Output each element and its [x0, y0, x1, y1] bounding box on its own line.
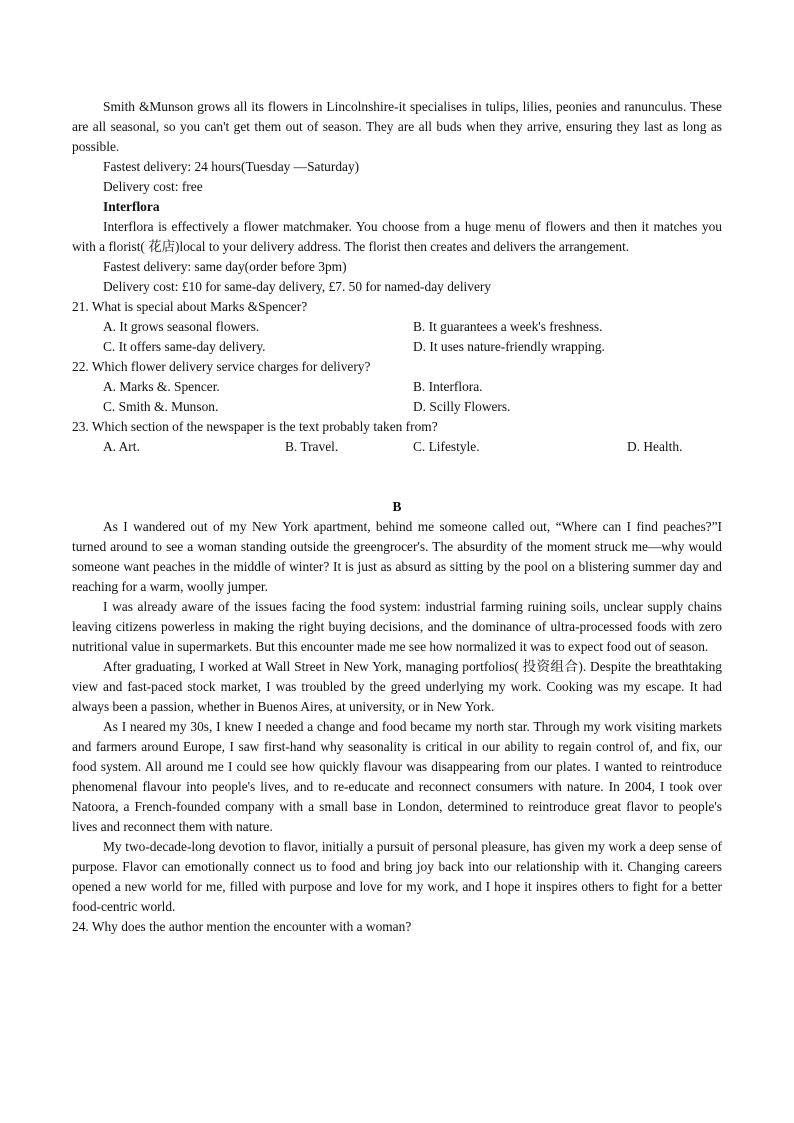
- question-21-options-row2: [72, 337, 722, 357]
- interflora-heading: Interflora: [103, 199, 160, 214]
- option-23-c: C. Lifestyle.: [413, 439, 480, 454]
- question-24: 24. Why does the author mention the encounter with a woman?: [72, 919, 412, 934]
- paragraph-smith-munson: Smith &Munson grows all its flowers in Lincolnshire-it specialises in tulips, lilies, peonies and ranunculus. These are all seasonal, so you can't get them out of season. They are all buds when they arrive, ensuring they last as long as possible.: [72, 99, 722, 154]
- smith-delivery-cost: Delivery cost: free: [103, 179, 203, 194]
- option-22-a: A. Marks &. Spencer.: [103, 379, 220, 394]
- option-21-c: C. It offers same-day delivery.: [103, 339, 266, 354]
- question-22-options-row2: [72, 397, 722, 417]
- option-21-a: A. It grows seasonal flowers.: [103, 319, 260, 334]
- question-22-options-row1: [72, 377, 722, 397]
- smith-fastest-delivery: Fastest delivery: 24 hours(Tuesday —Saturday): [103, 159, 360, 174]
- question-23-options: [72, 437, 722, 457]
- section-b-heading: B: [392, 499, 402, 514]
- question-21-options-row1: [72, 317, 722, 337]
- option-22-d: D. Scilly Flowers.: [413, 399, 511, 414]
- paragraph-b-2: I was already aware of the issues facing the food system: industrial farming ruining soils, unclear supply chains leaving citizens powerless in making the right buying decisions, and the dominance of ultra-processed foods with zero nutritional value in supermarkets. But this encounter made me see how normalized it was to expect food out of season.: [72, 599, 722, 654]
- option-23-b: B. Travel.: [285, 439, 339, 454]
- section-spacer: [72, 457, 722, 497]
- option-23-d: D. Health.: [627, 439, 683, 454]
- interflora-delivery-cost: Delivery cost: £10 for same-day delivery, £7. 50 for named-day delivery: [103, 279, 492, 294]
- paragraph-b-4: As I neared my 30s, I knew I needed a change and food became my north star. Through my work visiting markets and farmers around Europe, I saw first-hand why seasonality is critical in our ability to regain control of, and fix, our food system. All around me I could see how quickly flavour was disappearing from our plates. I wanted to reintroduce phenomenal flavour into people's lives, and to re-educate and reconnect consumers with nature. In 2004, I took over Natoora, a French-founded company with a small base in London, determined to reintroduce great flavor to people's lives and reconnect them with nature.: [72, 719, 722, 834]
- option-22-b: B. Interflora.: [413, 379, 483, 394]
- question-21: 21. What is special about Marks &Spencer?: [72, 299, 308, 314]
- paragraph-b-3: After graduating, I worked at Wall Street in New York, managing portfolios( 投资组合). Despite the breathtaking view and fast-paced stock market, I was troubled by the greed underlying my work. Cooking was my escape. It had always been a passion, whether in Buenos Aires, at university, or in New York.: [72, 659, 722, 714]
- paragraph-interflora: Interflora is effectively a flower matchmaker. You choose from a huge menu of flowers and then it matches you with a florist( 花店)local to your delivery address. The florist then creates and delivers the arrangement.: [72, 219, 722, 254]
- option-22-c: C. Smith &. Munson.: [103, 399, 219, 414]
- option-21-b: B. It guarantees a week's freshness.: [413, 319, 603, 334]
- interflora-fastest-delivery: Fastest delivery: same day(order before 3pm): [103, 259, 347, 274]
- option-23-a: A. Art.: [103, 439, 140, 454]
- option-21-d: D. It uses nature-friendly wrapping.: [413, 339, 605, 354]
- paragraph-b-5: My two-decade-long devotion to flavor, initially a pursuit of personal pleasure, has given my work a deep sense of purpose. Flavor can emotionally connect us to food and bring joy back into our relationship with it. Changing careers opened a new world for me, filled with purpose and love for my work, and I hope it inspires others to fight for a better food-centric world.: [72, 839, 722, 914]
- paragraph-b-1: As I wandered out of my New York apartment, behind me someone called out, “Where can I find peaches?”I turned around to see a woman standing outside the greengrocer's. The absurdity of the moment struck me—why would someone want peaches in the middle of winter? It is just as absurd as sitting by the pool on a blistering summer day and reaching for a warm, woolly jumper.: [72, 519, 722, 594]
- question-23: 23. Which section of the newspaper is the text probably taken from?: [72, 419, 438, 434]
- document-body: [72, 97, 722, 937]
- question-22: 22. Which flower delivery service charges for delivery?: [72, 359, 371, 374]
